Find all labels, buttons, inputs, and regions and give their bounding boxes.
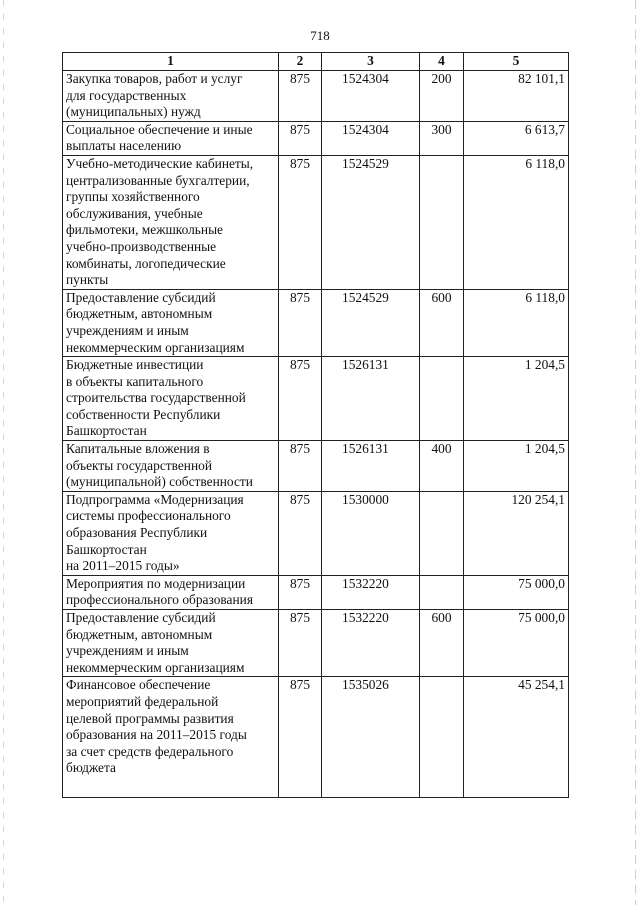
cell-amount: 45 254,1 <box>464 677 569 798</box>
cell-target-code: 1526131 <box>322 357 420 441</box>
cell-expense-type <box>420 357 464 441</box>
cell-ved-code: 875 <box>279 610 322 677</box>
header-col-1: 1 <box>63 53 279 71</box>
cell-ved-code: 875 <box>279 575 322 609</box>
cell-expense-type <box>420 491 464 575</box>
cell-ved-code: 875 <box>279 357 322 441</box>
cell-target-code: 1524529 <box>322 289 420 356</box>
table-row <box>63 575 569 609</box>
cell-name: Подпрограмма «Модернизация системы профессионального образования Республики Башкортостан на 2011–2015 годы» <box>63 491 279 575</box>
budget-table <box>62 52 569 798</box>
cell-name: Предоставление субсидий бюджетным, автономным учреждениям и иным некоммерческим организациям <box>63 289 279 356</box>
cell-expense-type <box>420 575 464 609</box>
scan-edge-left <box>3 0 4 905</box>
cell-target-code: 1535026 <box>322 677 420 798</box>
cell-amount: 82 101,1 <box>464 71 569 122</box>
cell-target-code: 1526131 <box>322 441 420 492</box>
header-col-4: 4 <box>420 53 464 71</box>
table-row <box>63 121 569 155</box>
table-row <box>63 610 569 677</box>
cell-ved-code: 875 <box>279 71 322 122</box>
cell-target-code: 1530000 <box>322 491 420 575</box>
cell-target-code: 1532220 <box>322 575 420 609</box>
cell-name: Капитальные вложения в объекты государственной (муниципальной) собственности <box>63 441 279 492</box>
cell-ved-code: 875 <box>279 491 322 575</box>
cell-name: Финансовое обеспечение мероприятий федеральной целевой программы развития образования на 2011–2015 годы за счет средств федерального бюджета <box>63 677 279 798</box>
cell-amount: 1 204,5 <box>464 441 569 492</box>
table-row <box>63 677 569 798</box>
table-row <box>63 441 569 492</box>
cell-target-code: 1524304 <box>322 71 420 122</box>
cell-amount: 75 000,0 <box>464 575 569 609</box>
cell-ved-code: 875 <box>279 441 322 492</box>
cell-amount: 1 204,5 <box>464 357 569 441</box>
cell-expense-type: 600 <box>420 610 464 677</box>
cell-name: Социальное обеспечение и иные выплаты населению <box>63 121 279 155</box>
cell-ved-code: 875 <box>279 677 322 798</box>
table-row <box>63 491 569 575</box>
table-row <box>63 357 569 441</box>
cell-name: Мероприятия по модернизации профессионального образования <box>63 575 279 609</box>
cell-ved-code: 875 <box>279 155 322 289</box>
cell-amount: 6 613,7 <box>464 121 569 155</box>
cell-name: Учебно-методические кабинеты, централизованные бухгалтерии, группы хозяйственного обслуживания, учебные фильмотеки, межшкольные учебно-производственные комбинаты, логопедические пункты <box>63 155 279 289</box>
cell-name: Закупка товаров, работ и услуг для государственных (муниципальных) нужд <box>63 71 279 122</box>
table-row <box>63 289 569 356</box>
cell-target-code: 1532220 <box>322 610 420 677</box>
cell-ved-code: 875 <box>279 121 322 155</box>
header-col-2: 2 <box>279 53 322 71</box>
cell-expense-type: 600 <box>420 289 464 356</box>
header-row <box>63 53 569 71</box>
cell-name: Предоставление субсидий бюджетным, автономным учреждениям и иным некоммерческим организациям <box>63 610 279 677</box>
cell-expense-type <box>420 155 464 289</box>
header-col-3: 3 <box>322 53 420 71</box>
cell-amount: 75 000,0 <box>464 610 569 677</box>
cell-target-code: 1524304 <box>322 121 420 155</box>
cell-amount: 6 118,0 <box>464 155 569 289</box>
cell-name: Бюджетные инвестиции в объекты капитального строительства государственной собственности Республики Башкортостан <box>63 357 279 441</box>
table-header <box>63 53 569 71</box>
cell-expense-type: 300 <box>420 121 464 155</box>
header-col-5: 5 <box>464 53 569 71</box>
cell-expense-type: 400 <box>420 441 464 492</box>
cell-amount: 120 254,1 <box>464 491 569 575</box>
scan-edge-right <box>635 0 636 905</box>
table-row <box>63 71 569 122</box>
page-number: 718 <box>310 28 330 43</box>
cell-amount: 6 118,0 <box>464 289 569 356</box>
table-body <box>63 71 569 798</box>
cell-expense-type <box>420 677 464 798</box>
cell-target-code: 1524529 <box>322 155 420 289</box>
cell-ved-code: 875 <box>279 289 322 356</box>
cell-expense-type: 200 <box>420 71 464 122</box>
table-row <box>63 155 569 289</box>
